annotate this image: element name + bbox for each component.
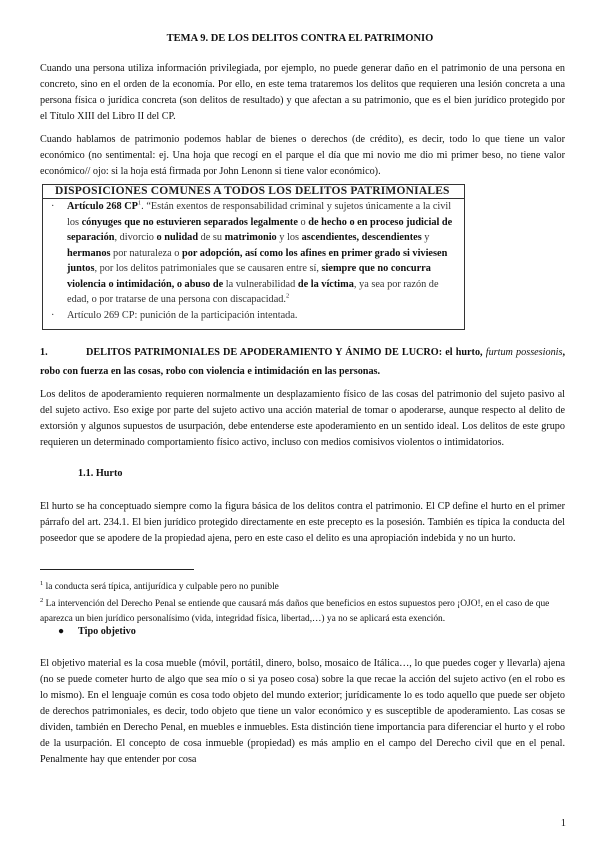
text: Artículo 269 CP: punición de la participación intentada. <box>67 309 298 321</box>
footnote-mark: 1 <box>137 199 142 207</box>
subsection-paragraph: El hurto se ha conceptuado siempre como la figura básica de los delitos contra el patrimonio. El CP define el hurto en el primer párrafo del art. 234.1. El bien jurídico protegido directamente en este precepto es la posesión. También es típica la conducta del poseedor que se apodere de la propiedad ajena, pero en este caso el delito es una apropiación indebida y no un hurto. <box>40 501 565 544</box>
text: , por los delitos patrimoniales que se causaren entre sí, <box>94 263 322 274</box>
tipo-objetivo-paragraph: El objetivo material es la cosa mueble (móvil, portátil, dinero, bolso, mosaico de Itálica…, lo que puedes coger y llevarla) ajena (no se puede cometer hurto de algo que sea mío o si ya poseo cosa) sobre la que recae la acción del sujeto activo (en el robo es lo mismo). En el lenguaje común es cosa todo objeto del mundo exterior; jurídicamente lo es todo aquello que puede ser objeto de derechos patrimoniales, es decir, todo objeto que tiene un valor económico y es susceptible de apoderamiento. Las cosas se dividen, también en Derecho Penal, en muebles e inmuebles. Esta distinción tiene importancia para diferenciar el hurto y el robo de la usurpación. El concepto de cosa inmueble (propiedad) es más amplio en el campo del Derecho civil que en el penal. Penalmente hay que entender por cosa <box>40 658 565 765</box>
bold-text: de hecho <box>308 216 347 228</box>
text: y <box>421 232 430 243</box>
footnote-separator <box>40 569 194 570</box>
text: de su <box>198 232 225 243</box>
common-provisions-box <box>42 184 465 330</box>
article-ref: Artículo 268 CP <box>67 201 138 212</box>
footnote-2 <box>40 597 565 626</box>
bold-text: o en proceso judicial de separación <box>67 216 453 243</box>
bold-text: no estuvieren separados legalmente <box>142 216 298 228</box>
text: por naturaleza o <box>110 247 182 259</box>
footnote-mark: 2 <box>40 596 44 604</box>
section-1-paragraph: Los delitos de apoderamiento requieren normalmente un desplazamiento físico de las cosas del patrimonio del sujeto pasivo al del sujeto activo. Eso exige por parte del sujeto activo una acción material de tomar o apoderarse, aunque respecto al delito de extorsión y algunos supuestos de usurpación, debe entenderse este apoderamiento en un sentido ideal. Los delitos de este grupo requieren un determinado comportamiento físico activo, incluso con medios comisivos violentos o intimidatorios. <box>40 389 565 448</box>
footnote-text: La intervención del Derecho Penal se entiende que causará más daños que beneficios en estos supuestos pero ¡OJO!, en el caso de que aparezca un bien jurídico personalísimo (vida, integridad física, libertad,…) ya no se aplicará esta exención. <box>40 599 550 624</box>
tipo-objetivo-heading <box>58 626 136 637</box>
box-item-art-269 <box>43 308 464 324</box>
footnote-1 <box>40 580 565 595</box>
bold-text: hermanos <box>67 247 111 259</box>
footnote-mark: 1 <box>40 579 44 587</box>
box-item-art-268 <box>43 199 464 308</box>
bold-text: ascendientes, descendientes <box>301 232 422 243</box>
text: la vulnerabilidad <box>223 278 298 290</box>
page-number: 1 <box>560 818 566 829</box>
heading-text: , robo con fuerza en las cosas, robo con violencia e intimidación en las personas. <box>40 347 566 377</box>
bold-text: por adopción, así como los afines en primer grado si viviesen juntos <box>67 247 448 274</box>
subsection-heading: 1.1. Hurto <box>78 468 123 479</box>
bold-text: de la víctima <box>297 278 354 290</box>
footnote-mark: 2 <box>286 292 290 300</box>
box-heading: DISPOSICIONES COMUNES A TODOS LOS DELITOS PATRIMONIALES <box>43 185 464 199</box>
section-1-heading <box>40 343 565 381</box>
text: divorcio <box>119 232 154 243</box>
bullet-icon: · <box>51 201 55 212</box>
page-title: TEMA 9. DE LOS DELITOS CONTRA EL PATRIMONIO <box>166 33 434 44</box>
bullet-icon: ● <box>58 626 65 637</box>
text: o <box>297 216 309 228</box>
bullet-icon: · <box>51 309 55 321</box>
text: , <box>114 232 120 243</box>
heading-italic: furtum possesionis <box>485 347 563 358</box>
text: . “Están exentos de responsabilidad criminal y sujetos únicamente a la civil los <box>67 201 452 228</box>
bold-text: o nulidad <box>156 232 199 243</box>
heading-text: Tipo objetivo <box>78 626 136 637</box>
bold-text: cónyuges que <box>81 216 141 228</box>
bold-text: siempre que no concurra violencia o intimidación, o abuso de <box>67 263 431 290</box>
intro-paragraph-1: Cuando una persona utiliza información privilegiada, por ejemplo, no puede generar daño en el patrimonio de una persona en concreto, sino en el orden de la economía. Por ello, en este tema trataremos los delitos que requieren una lesión concreta a una persona física o jurídica concreta (son delitos de resultado) y que afectan a su patrimonio, que es el bien jurídico protegido por el Título XIII del Libro II del CP. <box>40 63 565 122</box>
footnote-text: la conducta será típica, antijurídica y culpable pero no punible <box>43 582 279 592</box>
section-number: 1. <box>40 347 48 358</box>
bold-text: matrimonio <box>224 232 277 243</box>
intro-paragraph-2: Cuando hablamos de patrimonio podemos hablar de bienes o derechos (de crédito), es decir, todo lo que tiene un valor económico (no sentimental: ej. Una hoja que recogí en el parque el día que mi novio me dio mi primer beso, no tiene valor económico// ojo: si la hoja está firmada por John Lenonn si tiene valor económico). <box>40 134 565 177</box>
text: , ya sea por razón de edad, o por tratarse de una persona con discapacidad. <box>67 278 439 305</box>
text: y los <box>276 232 302 243</box>
heading-text: DELITOS PATRIMONIALES DE APODERAMIENTO Y ÁNIMO DE LUCRO: el hurto, <box>86 347 486 358</box>
